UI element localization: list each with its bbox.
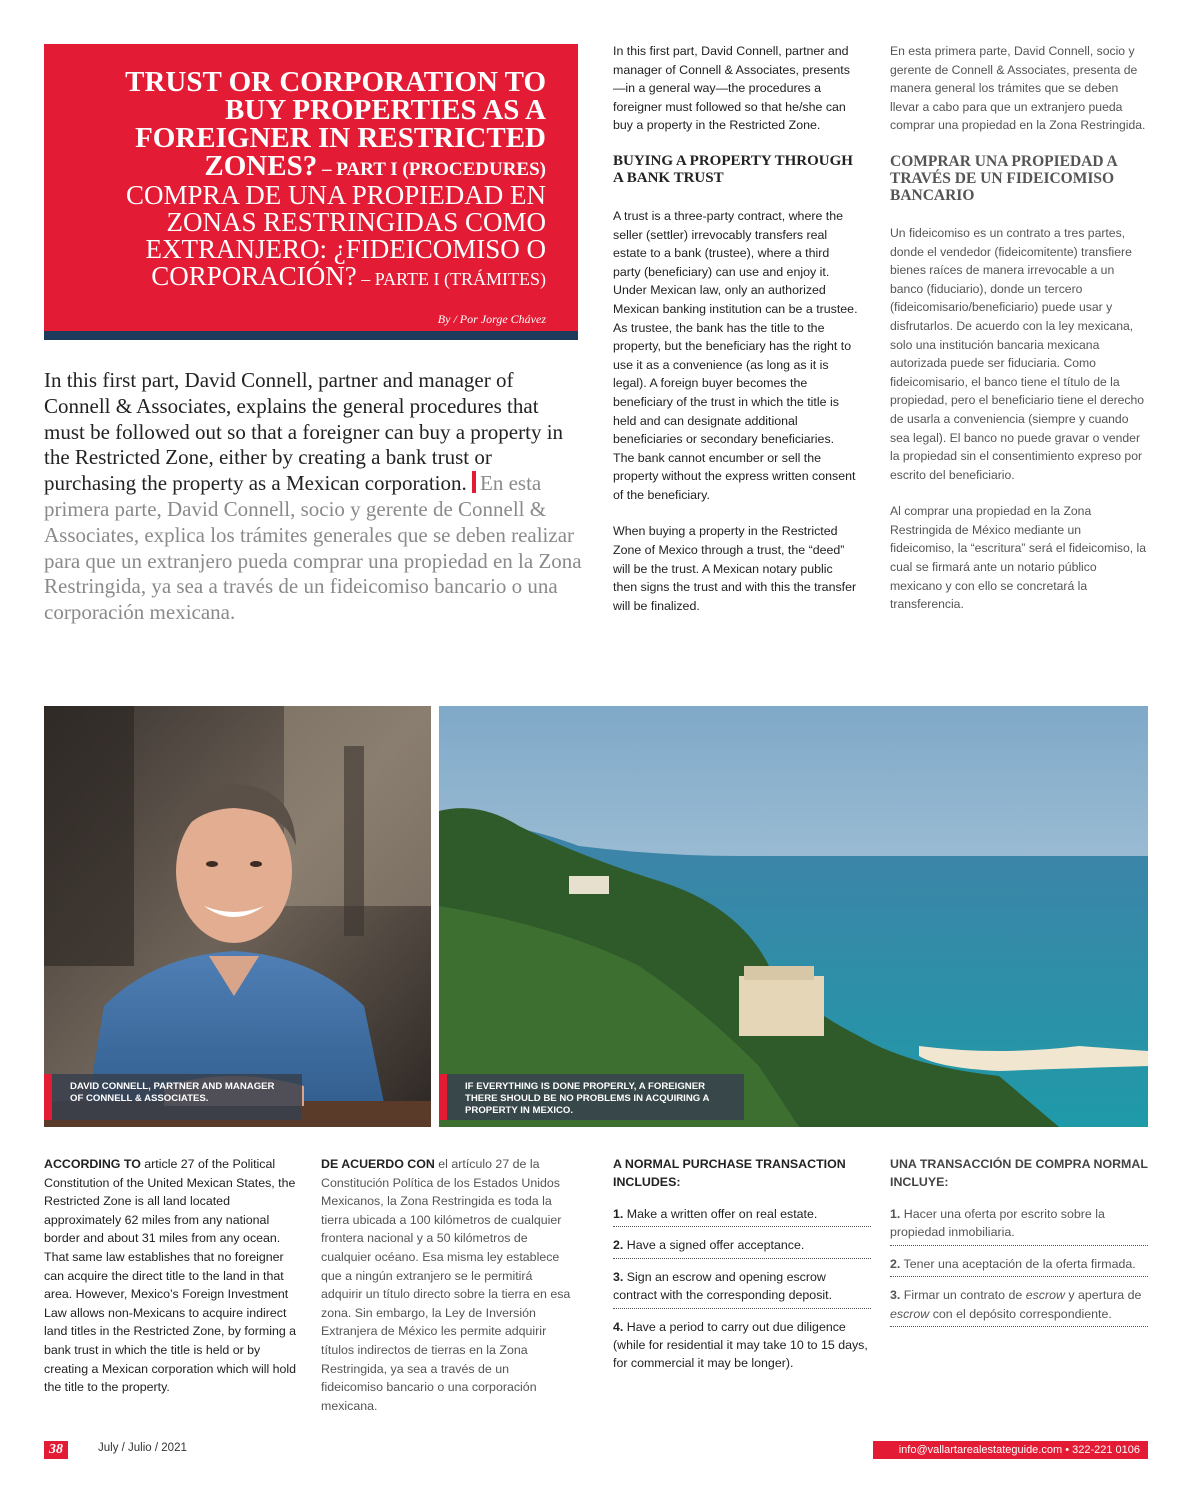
- column-spanish: [890, 42, 1148, 632]
- portrait-illustration: [44, 706, 431, 1127]
- purchase-list-english: [613, 1155, 871, 1385]
- bottom-paragraph-english: ACCORDING TO article 27 of the Political Constitution of the United Mexican States, the Restricted Zone is all land located approximately 62 miles from any national border and about 31 miles from any ocean. That same law establishes that no foreigner can acquire the direct title to the land in that area. However, Mexico’s Foreign Investment Law allows non-Mexicans to acquire indirect land titles in the Restricted Zone, by forming a bank trust in which the title is held or by creating a Mexican corporation which will hold the title to the property.: [44, 1157, 297, 1395]
- title-english: TRUST OR CORPORATION TO BUY PROPERTIES AS A FOREIGNER IN RESTRICTED ZONES? – PART I (PROCEDURES): [125, 66, 546, 182]
- coast-photo: [439, 706, 1148, 1127]
- title-spanish-part: – PARTE I (TRÁMITES): [356, 269, 546, 289]
- coast-caption: IF EVERYTHING IS DONE PROPERLY, A FOREIGNER THERE SHOULD BE NO PROBLEMS IN ACQUIRING A PROPERTY IN MEXICO.: [439, 1074, 744, 1120]
- title-block: [44, 44, 578, 340]
- list-item: 2. Have a signed offer acceptance.: [613, 1236, 871, 1258]
- list-item: 3. Sign an escrow and opening escrow contract with the corresponding deposit.: [613, 1268, 871, 1309]
- list-item: 1. Make a written offer on real estate.: [613, 1205, 871, 1227]
- col-en-paragraph-1: In this first part, David Connell, partner and manager of Connell & Associates, presents—in a general way—the procedures a foreigner must followed so that he/she can buy a property in the Restricted Zone.: [613, 44, 850, 133]
- portrait-caption: DAVID CONNELL, PARTNER AND MANAGER OF CONNELL & ASSOCIATES.: [44, 1074, 302, 1120]
- col-en-heading: BUYING A PROPERTY THROUGH A BANK TRUST: [613, 152, 853, 186]
- column-english: [613, 42, 858, 633]
- intro-paragraph: [44, 368, 584, 626]
- coast-illustration: [439, 706, 1148, 1127]
- purchase-list-spanish-heading: UNA TRANSACCIÓN DE COMPRA NORMAL INCLUYE:: [890, 1157, 1148, 1189]
- portrait-photo: [44, 706, 431, 1127]
- list-item: 1. Hacer una oferta por escrito sobre la propiedad inmobiliaria.: [890, 1205, 1148, 1246]
- intro-spanish: En esta primera parte, David Connell, socio y gerente de Connell & Associates, explica los trámites generales que se deben realizar para que un extranjero pueda comprar una propiedad en la Zona Restringida, ya sea a través de un fideicomiso bancario o una corporación mexicana.: [44, 471, 582, 625]
- col-es-paragraph-3: Al comprar una propiedad en la Zona Restringida de México mediante un fideicomiso, la “escritura” será el fideicomiso, la cual se firmará ante un notario público mexicano y con ello se concretará la transferencia.: [890, 504, 1147, 612]
- bottom-english-lead: ACCORDING TO: [44, 1157, 141, 1171]
- list-item: 3. Firmar un contrato de escrow y apertura de escrow con el depósito correspondiente.: [890, 1286, 1148, 1327]
- title-english-part: – PART I (PROCEDURES): [317, 159, 546, 180]
- purchase-list-english-heading: A NORMAL PURCHASE TRANSACTION INCLUDES:: [613, 1157, 846, 1189]
- col-en-paragraph-3: When buying a property in the Restricted Zone of Mexico through a trust, the “deed” will be the trust. A Mexican notary public then signs the trust and with this the transfer will be finalized.: [613, 524, 857, 613]
- contact-info[interactable]: info@vallartarealestateguide.com • 322-221 0106: [873, 1441, 1148, 1459]
- col-es-paragraph-1: En esta primera parte, David Connell, socio y gerente de Connell & Associates, presenta de manera general los trámites que se deben llevar a cabo para que un extranjero pueda comprar una propiedad en la Zona Restringida.: [890, 44, 1146, 133]
- intro-english: In this first part, David Connell, partner and manager of Connell & Associates, explains the general procedures that must be followed out so that a foreigner can buy a property in the Restricted Zone, either by creating a bank trust or purchasing the property as a Mexican corporation.: [44, 368, 564, 496]
- language-divider-bar: [472, 471, 476, 493]
- col-es-paragraph-2: Un fideicomiso es un contrato a tres partes, donde el vendedor (fideicomitente) transfiere bienes raíces de manera irrevocable a un banco (fiduciario), donde un tercero (fideicomisario/beneficiario) puede usar y disfrutarlos. De acuerdo con la ley mexicana, solo una institución bancaria mexicana autorizada puede ser fiduciaria. Como fideicomisario, el banco tiene el título de la propiedad, pero el beneficiario tiene el derecho de usarla a conveniencia (siempre y cuando sea legal). El banco no puede gravar o vender la propiedad sin el consentimiento expreso por escrito del beneficiario.: [890, 225, 1145, 482]
- purchase-list-spanish: [890, 1155, 1148, 1336]
- col-en-paragraph-2: A trust is a three-party contract, where the seller (settler) irrevocably transfers real estate to a bank (trustee), where a third party (beneficiary) can use and enjoy it. Under Mexican law, only an authorized Mexican banking institution can be a trustee. As trustee, the bank has the title to the property, but the beneficiary has the right to use it as a convenience (as long as it is legal). A foreign buyer becomes the beneficiary of the trust in which the title is held and can designate additional beneficiaries or secondary beneficiaries. The bank cannot encumber or sell the property without the express written consent of the beneficiary.: [613, 208, 858, 502]
- bottom-paragraph-spanish: DE ACUERDO CON el artículo 27 de la Constitución Política de los Estados Unidos Mexicanos, la Zona Restringida es toda la tierra ubicada a 100 kilómetros de cualquier frontera nacional y a 50 kilómetros de cualquier océano. Esa misma ley establece que a ningún extranjero se le permitirá adquirir un título directo sobre la tierra en esa zona. Sin embargo, la Ley de Inversión Extranjera de México les permite adquirir títulos indirectos de tierras en la Zona Restringida, ya sea a través de un fideicomiso bancario o una corporación mexicana.: [321, 1157, 571, 1413]
- byline: By / Por Jorge Chávez: [437, 312, 546, 326]
- title-spanish: COMPRA DE UNA PROPIEDAD EN ZONAS RESTRINGIDAS COMO EXTRANJERO: ¿FIDEICOMISO O CORPORACIÓN? – PARTE I (TRÁMITES): [125, 180, 546, 291]
- list-item: 2. Tener una aceptación de la oferta firmada.: [890, 1255, 1148, 1277]
- list-item: 4. Have a period to carry out due diligence (while for residential it may take 10 to 15 days, for commercial it may be longer).: [613, 1319, 868, 1371]
- page-number: 38: [44, 1441, 68, 1459]
- bottom-spanish-lead: DE ACUERDO CON: [321, 1157, 435, 1171]
- col-es-heading: COMPRAR UNA PROPIEDAD A TRAVÉS DE UN FIDEICOMISO BANCARIO: [890, 152, 1117, 204]
- issue-date: July / Julio / 2021: [98, 1442, 187, 1454]
